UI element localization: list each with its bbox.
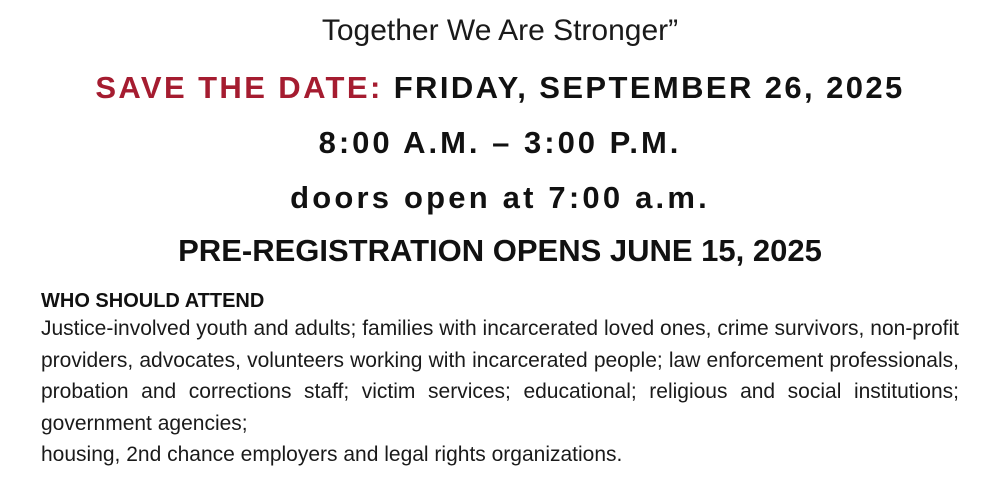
attendee-line-1: Justice-involved youth and adults; families with incarcerated loved ones, crime (41, 317, 769, 340)
tagline: Together We Are Stronger” (321, 14, 679, 47)
attendee-line-3: people; law enforcement professionals, probation and corrections staff; victim (41, 348, 959, 403)
save-the-date-label: SAVE THE DATE: (95, 70, 383, 105)
doors-open-time: doors open at 7:00 a.m. (290, 180, 710, 215)
who-should-attend-section (41, 289, 959, 471)
event-time: 8:00 A.M. – 3:00 P.M. (318, 125, 682, 160)
attendee-line-5: housing, 2nd chance employers and legal rights organizations. (41, 443, 623, 466)
save-the-date-line (0, 70, 1000, 106)
attendee-line-2: survivors, non-profit providers, advocates, volunteers working with incarcerated (41, 317, 959, 372)
section-heading: WHO SHOULD ATTEND (41, 290, 265, 312)
attendee-description (41, 313, 959, 471)
attendee-line-4: services; educational; religious and social institutions; government agencies; (41, 380, 959, 435)
preregistration-notice: PRE-REGISTRATION OPENS JUNE 15, 2025 (178, 233, 822, 268)
event-date: FRIDAY, SEPTEMBER 26, 2025 (393, 70, 905, 105)
